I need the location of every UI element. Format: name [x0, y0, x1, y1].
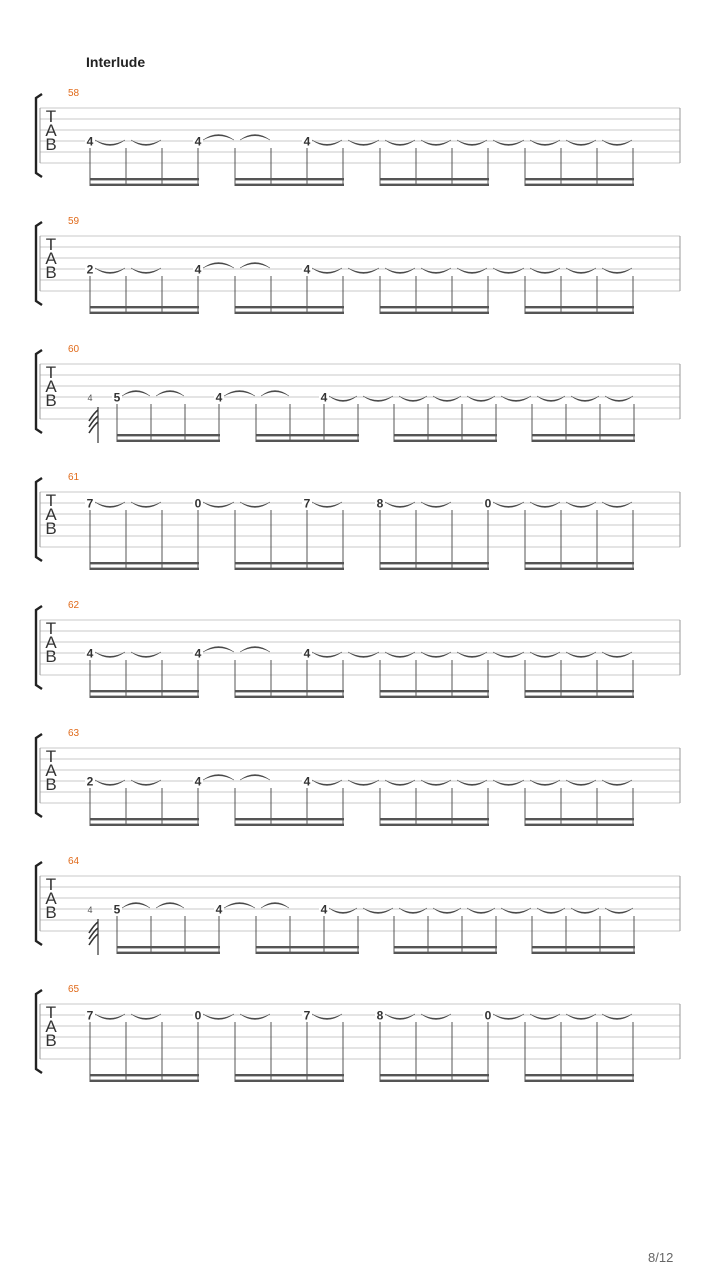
beam-primary	[525, 306, 634, 308]
beam-primary	[525, 818, 634, 820]
tie-arc	[224, 903, 255, 909]
beam-primary	[90, 178, 199, 180]
beam-primary	[532, 946, 635, 948]
tie-arc	[240, 775, 270, 781]
fret-number: 5	[113, 902, 121, 917]
fret-number: 4	[320, 902, 328, 917]
tab-system	[36, 728, 680, 826]
grace-note: 4	[87, 905, 93, 915]
tab-clef-letter: B	[45, 903, 57, 922]
measure-number: 62	[68, 600, 80, 611]
beam-primary	[117, 946, 220, 948]
tab-clef-letter: T	[45, 363, 57, 382]
beam-secondary	[394, 440, 497, 442]
beam-secondary	[532, 952, 635, 954]
fret-number: 4	[303, 134, 311, 149]
system-bracket	[36, 222, 42, 305]
fret-number: 4	[194, 134, 202, 149]
tab-system	[36, 472, 680, 570]
tie-arc	[122, 391, 150, 397]
beam-primary	[525, 1074, 634, 1076]
grace-note: 4	[87, 393, 93, 403]
tie-arc	[240, 263, 270, 269]
beam-primary	[380, 690, 489, 692]
beam-secondary	[394, 952, 497, 954]
tab-clef-letter: T	[45, 107, 57, 126]
beam-secondary	[90, 824, 199, 826]
beam-primary	[235, 818, 344, 820]
measure-number: 60	[68, 344, 80, 355]
beam-secondary	[380, 568, 489, 570]
fret-number: 0	[194, 496, 202, 511]
measure-number: 59	[68, 216, 80, 227]
beam-primary	[380, 1074, 489, 1076]
tie-arc	[156, 903, 184, 909]
measure-number: 61	[68, 472, 80, 483]
system-bracket	[36, 734, 42, 817]
fret-number: 4	[215, 902, 223, 917]
tie-arc	[240, 135, 270, 141]
fret-number: 7	[86, 1008, 94, 1023]
tab-clef-letter: A	[45, 249, 57, 268]
system-bracket	[36, 350, 42, 433]
fret-number: 4	[194, 262, 202, 277]
fret-number: 4	[303, 774, 311, 789]
tab-clef-letter: A	[45, 633, 57, 652]
beam-secondary	[235, 1080, 344, 1082]
tie-arc	[203, 775, 234, 781]
tab-clef-letter: A	[45, 761, 57, 780]
beam-secondary	[525, 696, 634, 698]
fret-number: 5	[113, 390, 121, 405]
beam-secondary	[90, 696, 199, 698]
page-number: 8/12	[648, 1250, 674, 1265]
beam-secondary	[380, 824, 489, 826]
tie-arc	[261, 903, 289, 909]
beam-secondary	[117, 952, 220, 954]
measure-number: 65	[68, 984, 80, 995]
beam-primary	[525, 690, 634, 692]
beam-secondary	[235, 184, 344, 186]
beam-primary	[90, 306, 199, 308]
beam-primary	[256, 946, 359, 948]
tie-arc	[203, 647, 234, 653]
tab-clef-letter: B	[45, 775, 57, 794]
tab-clef-letter: B	[45, 391, 57, 410]
tab-clef-letter: T	[45, 491, 57, 510]
tie-arc	[203, 263, 234, 269]
tab-clef-letter: A	[45, 505, 57, 524]
tie-arc	[156, 391, 184, 397]
beam-secondary	[380, 696, 489, 698]
beam-secondary	[380, 1080, 489, 1082]
fret-number: 4	[320, 390, 328, 405]
tab-system	[36, 600, 680, 698]
measure-number: 64	[68, 856, 80, 867]
beam-secondary	[256, 440, 359, 442]
beam-primary	[525, 562, 634, 564]
beam-secondary	[256, 952, 359, 954]
beam-primary	[394, 946, 497, 948]
fret-number: 0	[194, 1008, 202, 1023]
system-bracket	[36, 990, 42, 1073]
beam-primary	[380, 562, 489, 564]
beam-secondary	[525, 312, 634, 314]
fret-number: 4	[86, 134, 94, 149]
tab-system	[36, 216, 680, 314]
tab-clef-letter: T	[45, 747, 57, 766]
fret-number: 7	[303, 496, 311, 511]
tab-clef-letter: A	[45, 377, 57, 396]
measure-number: 58	[68, 88, 80, 99]
beam-primary	[532, 434, 635, 436]
beam-primary	[235, 306, 344, 308]
fret-number: 7	[303, 1008, 311, 1023]
tab-clef-letter: B	[45, 263, 57, 282]
tab-clef-letter: T	[45, 619, 57, 638]
tab-clef-letter: B	[45, 519, 57, 538]
beam-secondary	[90, 568, 199, 570]
measure-number: 63	[68, 728, 80, 739]
fret-number: 0	[484, 496, 492, 511]
fret-number: 8	[376, 496, 384, 511]
tab-clef-letter: B	[45, 1031, 57, 1050]
tie-arc	[224, 391, 255, 397]
beam-primary	[90, 1074, 199, 1076]
system-bracket	[36, 478, 42, 561]
beam-secondary	[117, 440, 220, 442]
beam-primary	[380, 306, 489, 308]
beam-secondary	[90, 312, 199, 314]
tab-clef-letter: T	[45, 235, 57, 254]
beam-secondary	[532, 440, 635, 442]
fret-number: 2	[86, 774, 94, 789]
beam-secondary	[235, 824, 344, 826]
beam-primary	[380, 178, 489, 180]
beam-secondary	[380, 184, 489, 186]
fret-number: 4	[215, 390, 223, 405]
fret-number: 2	[86, 262, 94, 277]
beam-primary	[256, 434, 359, 436]
tab-system	[36, 984, 680, 1082]
fret-number: 4	[303, 262, 311, 277]
tie-arc	[203, 135, 234, 141]
beam-primary	[235, 690, 344, 692]
tie-arc	[122, 903, 150, 909]
tab-clef-letter: T	[45, 1003, 57, 1022]
beam-secondary	[525, 824, 634, 826]
tab-clef-letter: B	[45, 647, 57, 666]
tie-arc	[261, 391, 289, 397]
section-title: Interlude	[86, 54, 146, 70]
tab-clef-letter: A	[45, 889, 57, 908]
beam-secondary	[525, 1080, 634, 1082]
beam-primary	[90, 690, 199, 692]
tab-system	[36, 88, 680, 186]
beam-primary	[235, 1074, 344, 1076]
beam-primary	[90, 818, 199, 820]
tab-clef-letter: B	[45, 135, 57, 154]
beam-primary	[525, 178, 634, 180]
tie-arc	[240, 647, 270, 653]
beam-secondary	[235, 696, 344, 698]
beam-secondary	[235, 312, 344, 314]
system-bracket	[36, 606, 42, 689]
fret-number: 4	[303, 646, 311, 661]
beam-primary	[380, 818, 489, 820]
fret-number: 4	[86, 646, 94, 661]
beam-secondary	[525, 184, 634, 186]
system-bracket	[36, 94, 42, 177]
tab-clef-letter: T	[45, 875, 57, 894]
beam-secondary	[380, 312, 489, 314]
tab-clef-letter: A	[45, 1017, 57, 1036]
beam-primary	[394, 434, 497, 436]
beam-primary	[90, 562, 199, 564]
beam-primary	[235, 562, 344, 564]
system-bracket	[36, 862, 42, 945]
beam-secondary	[90, 1080, 199, 1082]
beam-secondary	[525, 568, 634, 570]
fret-number: 8	[376, 1008, 384, 1023]
tab-clef-letter: A	[45, 121, 57, 140]
fret-number: 4	[194, 774, 202, 789]
fret-number: 7	[86, 496, 94, 511]
tab-system	[36, 344, 680, 443]
beam-secondary	[90, 184, 199, 186]
fret-number: 0	[484, 1008, 492, 1023]
beam-primary	[117, 434, 220, 436]
tab-system	[36, 856, 680, 955]
beam-secondary	[235, 568, 344, 570]
beam-primary	[235, 178, 344, 180]
fret-number: 4	[194, 646, 202, 661]
